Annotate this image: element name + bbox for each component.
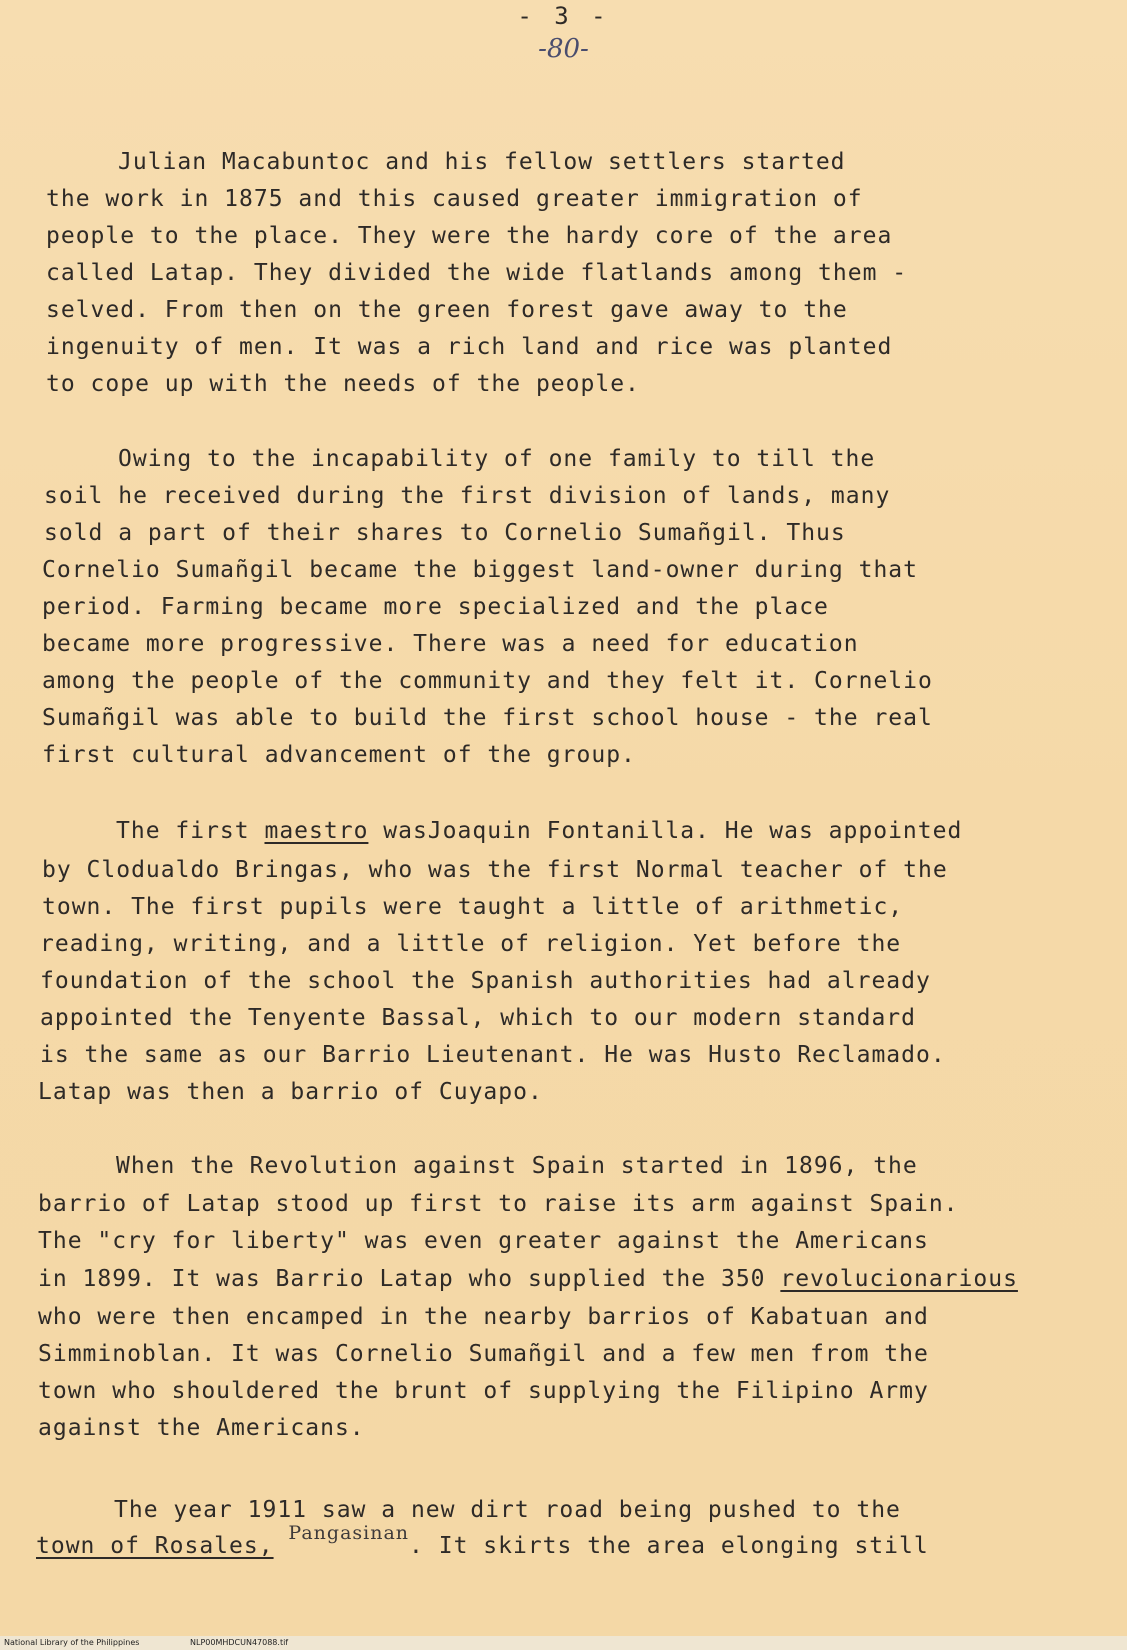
- page-number: - 3 -: [517, 2, 610, 30]
- text-line: soil he received during the first division of lands, many: [44, 483, 891, 509]
- text-line: called Latap. They divided the wide flatlands among them -: [46, 260, 908, 286]
- underlined-word: revolucionarious: [780, 1266, 1018, 1292]
- text-line: against the Americans.: [38, 1415, 365, 1441]
- text-line: became more progressive. There was a need for education: [42, 631, 859, 657]
- text-line: town. The first pupils were taught a little of arithmetic,: [42, 894, 904, 920]
- text-line: [36, 1522, 929, 1561]
- text-line: sold a part of their shares to Cornelio Sumañgil. Thus: [44, 520, 846, 546]
- text-line: Julian Macabuntoc and his fellow settlers started: [118, 149, 846, 175]
- text-line: Owing to the incapability of one family to till the: [118, 446, 876, 472]
- text-line: [38, 1265, 1018, 1293]
- scan-footer: [0, 1636, 1127, 1650]
- text-line: is the same as our Barrio Lieutenant. He was Husto Reclamado.: [40, 1042, 946, 1068]
- text-line: to cope up with the needs of the people.: [46, 371, 640, 397]
- text-line: among the people of the community and they felt it. Cornelio: [42, 668, 933, 694]
- text-line: Cornelio Sumañgil became the biggest land-owner during that: [42, 557, 918, 583]
- text-line: ingenuity of men. It was a rich land and rice was planted: [46, 334, 893, 360]
- text-line: When the Revolution against Spain started in 1896, the: [116, 1153, 918, 1179]
- text-line: foundation of the school the Spanish authorities had already: [40, 968, 931, 994]
- underlined-word: maestro: [264, 818, 369, 844]
- text-line: by Clodualdo Bringas, who was the first Normal teacher of the: [42, 857, 948, 883]
- text-line: town who shouldered the brunt of supplying the Filipino Army: [38, 1378, 929, 1404]
- text-line: appointed the Tenyente Bassal, which to our modern standard: [40, 1005, 916, 1031]
- text-fragment: town of Rosales,: [36, 1533, 274, 1559]
- text-fragment: . It skirts the area elonging still: [409, 1533, 929, 1559]
- text-line: The "cry for liberty" was even greater against the Americans: [38, 1228, 929, 1254]
- text-line: first cultural advancement of the group.: [42, 742, 636, 768]
- inserted-text: Pangasinan: [288, 1522, 410, 1544]
- text-line: the work in 1875 and this caused greater immigration of: [46, 186, 863, 212]
- text-line: period. Farming became more specialized and the place: [42, 594, 829, 620]
- text-line: reading, writing, and a little of religion. Yet before the: [40, 931, 902, 957]
- footer-filename: NLP00MHDCUN47088.tif: [190, 1638, 289, 1647]
- text-line: The year 1911 saw a new dirt road being pushed to the: [114, 1497, 901, 1523]
- text-line: who were then encamped in the nearby barrios of Kabatuan and: [38, 1304, 929, 1330]
- footer-library: National Library of the Philippines: [4, 1638, 140, 1647]
- text-fragment: The first: [116, 818, 265, 844]
- text-fragment: wasJoaquin Fontanilla. He was appointed: [368, 818, 963, 844]
- text-fragment: in 1899. It was Barrio Latap who supplied the 350: [38, 1266, 781, 1292]
- text-line: barrio of Latap stood up first to raise its arm against Spain.: [38, 1191, 959, 1217]
- text-line: Sumañgil was able to build the first school house - the real: [42, 705, 933, 731]
- text-line: [116, 817, 962, 845]
- text-line: selved. From then on the green forest gave away to the: [46, 297, 848, 323]
- text-line: Latap was then a barrio of Cuyapo.: [38, 1079, 543, 1105]
- text-line: people to the place. They were the hardy core of the area: [46, 223, 893, 249]
- handwritten-page-number: -80-: [538, 34, 589, 64]
- text-line: Simminoblan. It was Cornelio Sumañgil and a few men from the: [38, 1341, 929, 1367]
